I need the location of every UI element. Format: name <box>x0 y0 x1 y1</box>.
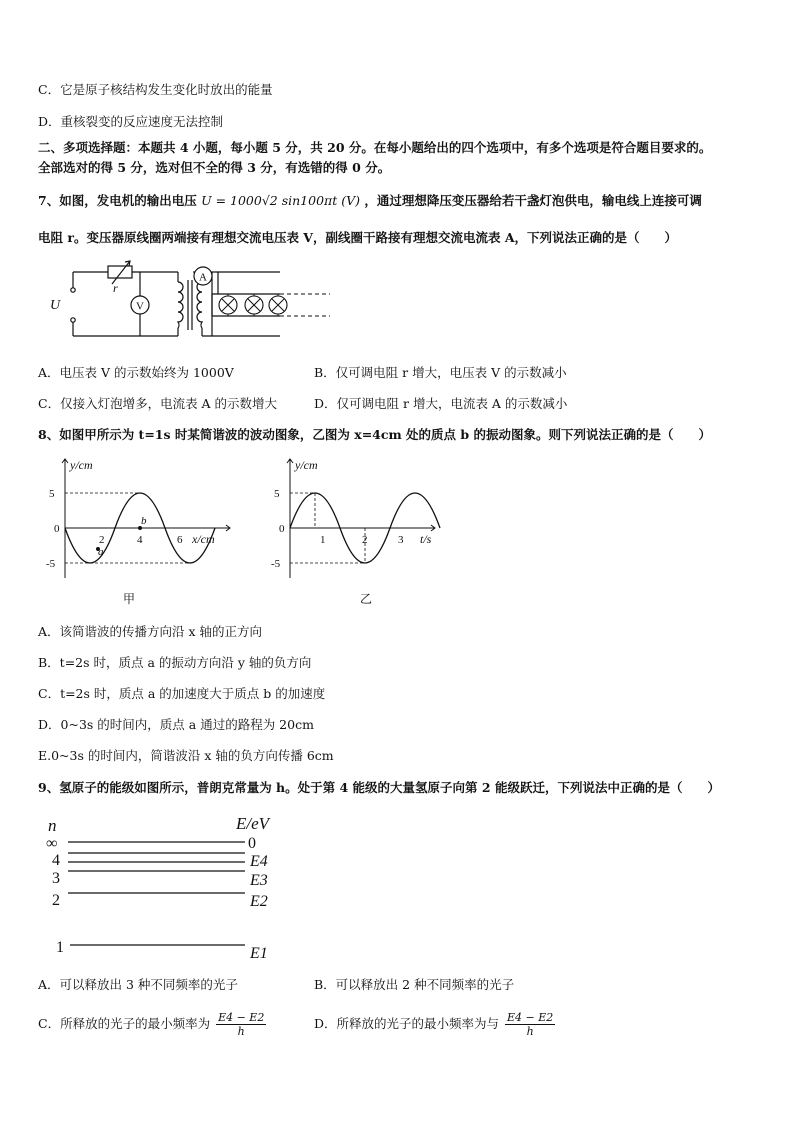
q8-option-a: A．该简谐波的传播方向沿 x 轴的正方向 <box>38 624 263 639</box>
y-tick-0: 0 <box>54 523 60 535</box>
x-tick-6: 6 <box>177 534 183 546</box>
q8-option-c: C．t=2s 时，质点 a 的加速度大于质点 b 的加速度 <box>38 686 326 701</box>
y-tick-5: 5 <box>274 488 280 500</box>
q8-option-b: B．t=2s 时，质点 a 的振动方向沿 y 轴的负方向 <box>38 655 312 670</box>
q8-option-d: D．0~3s 的时间内，质点 a 通过的路程为 20cm <box>38 717 314 732</box>
q7-stem-b: ，通过理想降压变压器给若干盏灯泡供电，输电线上连接可调 <box>364 193 702 208</box>
y-tick-0: 0 <box>279 523 285 535</box>
q7-circuit-figure <box>40 258 340 344</box>
q7-option-c: C．仅接入灯泡增多，电流表 A 的示数增大 <box>38 396 278 411</box>
level-infinity: ∞ <box>46 835 58 852</box>
zero-energy-label: 0 <box>248 835 256 852</box>
t-tick-1: 1 <box>320 534 326 546</box>
point-b-label: b <box>141 515 147 527</box>
point-a-label: a <box>98 546 104 558</box>
q9-option-d: D．所释放的光子的最小频率为与 <box>314 1016 500 1031</box>
x-tick-2: 2 <box>99 534 105 546</box>
energy-e3: E3 <box>250 872 268 889</box>
vibration-graph-yi <box>265 453 465 609</box>
fraction-numerator: E4 − E2 <box>507 1011 554 1024</box>
energy-unit-label: E/eV <box>236 814 270 833</box>
t-axis-label: t/s <box>420 532 432 546</box>
energy-level-diagram <box>40 808 320 968</box>
caption-jia: 甲 <box>123 592 136 606</box>
q9-option-d-fraction <box>505 1011 555 1038</box>
option-d-prev: D．重核裂变的反应速度无法控制 <box>38 114 224 129</box>
q9-option-c-fraction <box>216 1011 266 1038</box>
energy-e4: E4 <box>250 853 268 870</box>
q9-option-b: B．可以释放出 2 种不同频率的光子 <box>314 977 515 992</box>
y-tick-5: 5 <box>49 488 55 500</box>
t-tick-3: 3 <box>398 534 404 546</box>
q7-stem-line2: 电阻 r。变压器原线圈两端接有理想交流电压表 V，副线圈干路接有理想交流电流表 A，下列说法正确的是（ ） <box>38 230 678 245</box>
x-tick-4: 4 <box>137 534 143 546</box>
level-1: 1 <box>56 939 64 956</box>
source-label-u: U <box>50 298 61 313</box>
q7-stem-a: 7、如图，发电机的输出电压 <box>38 193 197 208</box>
q8-stem: 8、如图甲所示为 t=1s 时某简谐波的波动图象，乙图为 x=4cm 处的质点 b 的振动图象。则下列说法正确的是（ ） <box>38 427 711 442</box>
t-tick-2: 2 <box>362 534 368 546</box>
wave-graph-jia <box>40 453 240 609</box>
level-2: 2 <box>52 892 60 909</box>
level-3: 3 <box>52 870 60 887</box>
level-4: 4 <box>52 852 60 869</box>
q9-stem: 9、氢原子的能级如图所示，普朗克常量为 h。处于第 4 能级的大量氢原子向第 2 能级跃迁，下列说法中正确的是（ ） <box>38 780 720 795</box>
energy-e1: E1 <box>250 945 268 962</box>
q7-option-b: B．仅可调电阻 r 增大，电压表 V 的示数减小 <box>314 365 567 380</box>
q8-option-e: E.0~3s 的时间内，简谐波沿 x 轴的负方向传播 6cm <box>38 748 334 763</box>
q7-stem-line1 <box>38 193 702 209</box>
q7-formula: U = 1000√2 sin100πt (V) <box>201 193 361 208</box>
option-c-prev: C．它是原子核结构发生变化时放出的能量 <box>38 82 273 97</box>
section-heading: 二、多项选择题：本题共 4 小题，每小题 5 分，共 20 分。在每小题给出的四个选项中，有多个选项是符合题目要求的。 <box>38 140 712 155</box>
fraction-denominator: h <box>526 1025 534 1038</box>
energy-e2: E2 <box>250 893 268 910</box>
q9-option-d-row <box>314 1004 555 1044</box>
voltmeter-label: V <box>136 300 144 313</box>
caption-yi: 乙 <box>360 592 373 606</box>
q7-option-d: D．仅可调电阻 r 增大，电流表 A 的示数减小 <box>314 396 568 411</box>
section-scoring: 全部选对的得 5 分，选对但不全的得 3 分，有选错的得 0 分。 <box>38 160 391 175</box>
y-axis-label: y/cm <box>295 458 318 472</box>
n-label: n <box>48 816 57 835</box>
y-tick-neg5: -5 <box>271 558 281 570</box>
q7-option-a: A．电压表 V 的示数始终为 1000V <box>38 365 234 380</box>
q9-option-a: A．可以释放出 3 种不同频率的光子 <box>38 977 238 992</box>
q9-option-c: C．所释放的光子的最小频率为 <box>38 1016 211 1031</box>
y-tick-neg5: -5 <box>46 558 56 570</box>
ammeter-label: A <box>199 271 207 284</box>
fraction-denominator: h <box>237 1025 245 1038</box>
y-axis-label: y/cm <box>70 458 93 472</box>
q9-option-c-row <box>38 1004 266 1044</box>
fraction-numerator: E4 − E2 <box>218 1011 265 1024</box>
resistor-label-r: r <box>113 281 118 295</box>
x-axis-label: x/cm <box>192 532 215 546</box>
